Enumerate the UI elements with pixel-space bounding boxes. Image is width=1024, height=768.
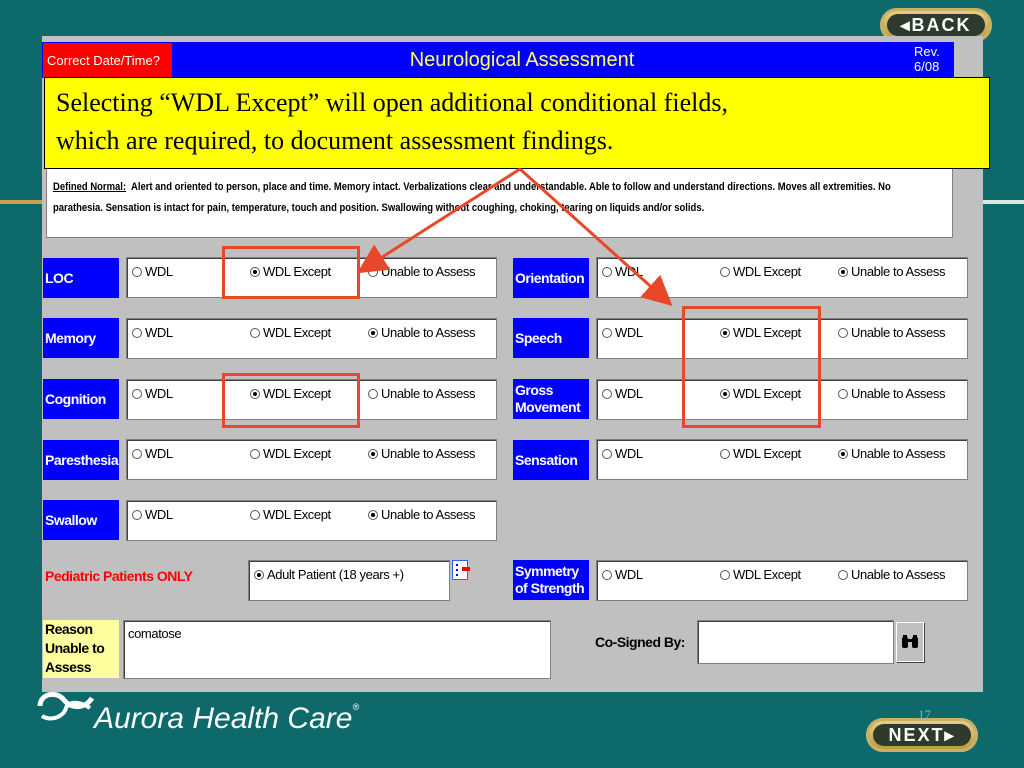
memory-wdl-except-option[interactable]: WDL Except <box>250 325 331 340</box>
speech-unable-option[interactable]: Unable to Assess <box>838 325 945 340</box>
symmetry-wdl-option[interactable]: WDL <box>602 567 643 582</box>
logo-registered-mark: ® <box>352 702 360 712</box>
back-button-label: ◂BACK <box>887 14 985 36</box>
rev-line-2: 6/08 <box>914 59 940 74</box>
paresthesia-wdl-except-option[interactable]: WDL Except <box>250 446 331 461</box>
loc-wdl-option[interactable]: WDL <box>132 264 173 279</box>
next-button-label: NEXT▸ <box>873 724 971 746</box>
form-title: Neurological Assessment <box>409 48 635 71</box>
memory-wdl-option[interactable]: WDL <box>132 325 173 340</box>
arrow-to-loc <box>362 169 520 270</box>
sensation-wdl-except-option[interactable]: WDL Except <box>720 446 801 461</box>
orientation-label: Orientation <box>513 258 589 298</box>
adult-patient-option[interactable]: Adult Patient (18 years +) <box>254 567 404 582</box>
symmetry-wdl-except-option[interactable]: WDL Except <box>720 567 801 582</box>
paresthesia-label: Paresthesia <box>43 440 119 480</box>
speech-wdl-option[interactable]: WDL <box>602 325 643 340</box>
memory-label: Memory <box>43 318 119 358</box>
sensation-label: Sensation <box>513 440 589 480</box>
arrow-to-speech <box>520 169 668 302</box>
cognition-wdl-option[interactable]: WDL <box>132 386 173 401</box>
aurora-logo-text <box>94 702 359 736</box>
cognition-unable-option[interactable]: Unable to Assess <box>368 386 475 401</box>
gross-movement-label: Gross Movement <box>513 379 589 419</box>
sensation-unable-option[interactable]: Unable to Assess <box>838 446 945 461</box>
reason-label: Reason Unable to Assess <box>43 620 119 678</box>
aurora-logo-mark-icon <box>34 684 98 724</box>
aurora-logo <box>34 684 394 744</box>
defined-normal-label: Defined Normal: <box>53 181 127 193</box>
paresthesia-unable-option[interactable]: Unable to Assess <box>368 446 475 461</box>
callout-line-2: which are required, to document assessment findings. <box>56 126 614 155</box>
swallow-unable-option[interactable]: Unable to Assess <box>368 507 475 522</box>
defined-normal-description: Alert and oriented to person, place and time. Memory intact. Verbalizations clear and understandable. Able to follow and understand directions. Moves all extremities. No parathesia. Sensation is intact for pain, temperature, touch and position. Swallowing without coughing, choking, tearing on liquids and/or solids. <box>53 181 891 214</box>
cosigned-label: Co-Signed By: <box>595 634 685 650</box>
paresthesia-wdl-option[interactable]: WDL <box>132 446 173 461</box>
logo-name: Aurora Health Care <box>94 702 353 735</box>
page-number: 17 <box>918 707 931 722</box>
cognition-wdl-except-option[interactable]: WDL Except <box>250 386 331 401</box>
cognition-label: Cognition <box>43 379 119 419</box>
gross-movement-unable-option[interactable]: Unable to Assess <box>838 386 945 401</box>
pediatric-label: Pediatric Patients ONLY <box>45 568 193 584</box>
swallow-wdl-option[interactable]: WDL <box>132 507 173 522</box>
speech-label: Speech <box>513 318 589 358</box>
memory-unable-option[interactable]: Unable to Assess <box>368 325 475 340</box>
loc-unable-option[interactable]: Unable to Assess <box>368 264 475 279</box>
swallow-wdl-except-option[interactable]: WDL Except <box>250 507 331 522</box>
rev-line-1: Rev. <box>914 44 940 59</box>
orientation-wdl-except-option[interactable]: WDL Except <box>720 264 801 279</box>
callout-line-1: Selecting “WDL Except” will open additional conditional fields, <box>56 88 728 117</box>
loc-label: LOC <box>43 258 119 298</box>
symmetry-unable-option[interactable]: Unable to Assess <box>838 567 945 582</box>
gross-movement-wdl-option[interactable]: WDL <box>602 386 643 401</box>
orientation-wdl-option[interactable]: WDL <box>602 264 643 279</box>
correct-date-time-button[interactable]: Correct Date/Time? <box>43 43 172 78</box>
reason-textarea[interactable]: comatose <box>123 620 551 679</box>
loc-wdl-except-option[interactable]: WDL Except <box>250 264 331 279</box>
sensation-wdl-option[interactable]: WDL <box>602 446 643 461</box>
speech-wdl-except-option[interactable]: WDL Except <box>720 325 801 340</box>
swallow-label: Swallow <box>43 500 119 540</box>
gross-movement-wdl-except-option[interactable]: WDL Except <box>720 386 801 401</box>
symmetry-label: Symmetry of Strength <box>513 560 589 600</box>
orientation-unable-option[interactable]: Unable to Assess <box>838 264 945 279</box>
